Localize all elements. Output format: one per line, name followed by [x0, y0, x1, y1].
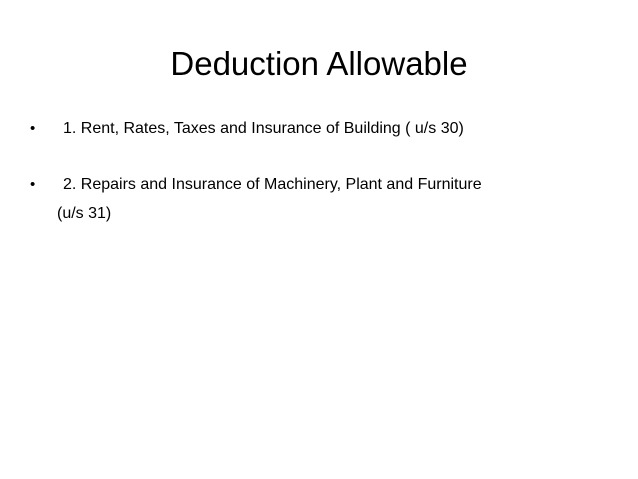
bullet-text: 1. Rent, Rates, Taxes and Insurance of Building ( u/s 30) [63, 120, 464, 137]
bullet-item-rent [28, 114, 623, 143]
bullet-text: 2. Repairs and Insurance of Machinery, Plant and Furniture [63, 176, 482, 193]
bullet-item-repairs [28, 170, 623, 228]
bullet-icon: • [30, 120, 36, 137]
slide-title: Deduction Allowable [170, 45, 468, 82]
bullet-text-continuation: (u/s 31) [57, 205, 112, 222]
bullet-list [28, 114, 623, 228]
bullet-icon: • [30, 176, 36, 193]
